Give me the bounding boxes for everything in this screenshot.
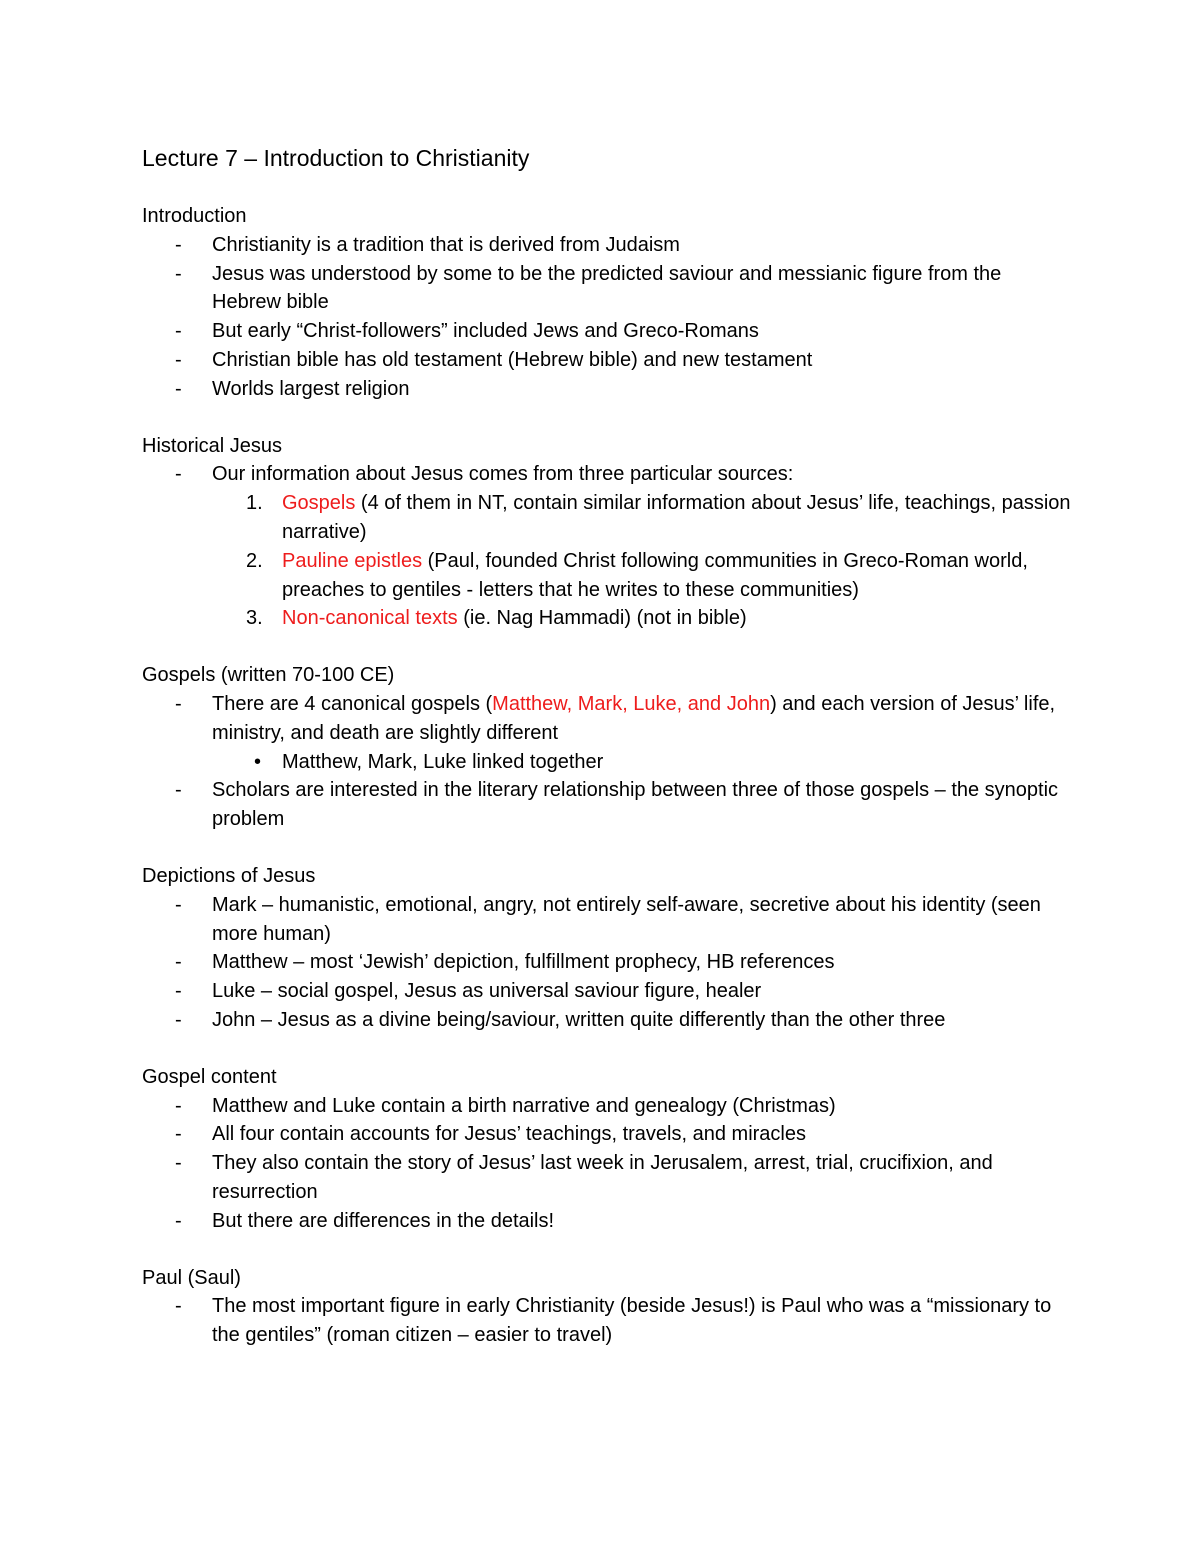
dash-marker: -: [175, 951, 182, 974]
highlighted-term: Gospels: [282, 492, 356, 515]
item-text: (Paul, founded Christ following communities in Greco-Roman world, preaches to gentiles - letters that he writes to these communities): [282, 549, 1028, 601]
highlighted-term: Pauline epistles: [282, 549, 423, 572]
item-text: They also contain the story of Jesus’ last week in Jerusalem, arrest, trial, crucifixion, and resurrection: [212, 1152, 993, 1203]
section-heading: Gospel content: [142, 1065, 277, 1088]
bullet-marker: •: [254, 750, 262, 773]
dash-marker: -: [175, 692, 182, 715]
item-text: Matthew, Mark, Luke linked together: [282, 750, 604, 773]
bullet-list: [142, 1292, 1072, 1350]
list-item: [142, 948, 1072, 977]
item-text: Jesus was understood by some to be the predicted saviour and messianic figure from the Hebrew bible: [212, 262, 1002, 314]
section-heading: Historical Jesus: [142, 434, 283, 457]
item-text: Our information about Jesus comes from three particular sources:: [212, 463, 794, 486]
item-text: Worlds largest religion: [212, 377, 410, 400]
list-item: [142, 375, 1072, 404]
item-text: Matthew and Luke contain a birth narrative and genealogy (Christmas): [212, 1094, 836, 1117]
dash-marker: -: [175, 1123, 182, 1146]
number-marker: 3.: [246, 607, 263, 630]
dash-marker: -: [175, 1209, 182, 1232]
bullet-list: [142, 1092, 1072, 1236]
bullet-list: [142, 231, 1072, 404]
list-item: [142, 1006, 1072, 1035]
list-item: [142, 1292, 1072, 1350]
dash-marker: -: [175, 320, 182, 343]
list-item: [142, 1092, 1072, 1121]
dash-marker: -: [175, 1152, 182, 1175]
section-depictions: [142, 862, 1072, 1035]
item-text: (ie. Nag Hammadi) (not in bible): [457, 607, 747, 630]
numbered-item: [142, 547, 1072, 605]
dash-marker: -: [175, 262, 182, 285]
numbered-item: [142, 604, 1072, 633]
section-heading: Gospels (written 70-100 CE): [142, 664, 395, 687]
list-item: [142, 317, 1072, 346]
list-item: [142, 977, 1072, 1006]
list-item: [142, 1207, 1072, 1236]
numbered-item: [142, 489, 1072, 547]
item-text: Luke – social gospel, Jesus as universal saviour figure, healer: [212, 980, 762, 1003]
item-text: Mark – humanistic, emotional, angry, not entirely self-aware, secretive about his identity (seen more human): [212, 893, 1041, 945]
list-item: [142, 891, 1072, 949]
list-item: [142, 260, 1072, 318]
list-item: [142, 1149, 1072, 1207]
item-text: But there are differences in the details!: [212, 1209, 555, 1232]
sub-bullet-item: [142, 748, 1072, 777]
list-item: [142, 460, 1072, 489]
section-paul: [142, 1264, 1072, 1350]
highlighted-term: Non-canonical texts: [282, 607, 458, 630]
item-text: Matthew – most ‘Jewish’ depiction, fulfillment prophecy, HB references: [212, 951, 835, 974]
item-text: Christianity is a tradition that is derived from Judaism: [212, 233, 680, 256]
list-item: [142, 690, 1072, 748]
page-title: Lecture 7 – Introduction to Christianity: [142, 145, 530, 171]
section-gospels: [142, 661, 1072, 834]
dash-marker: -: [175, 463, 182, 486]
list-item: [142, 346, 1072, 375]
dash-marker: -: [175, 1295, 182, 1318]
number-marker: 2.: [246, 549, 263, 572]
item-text: Christian bible has old testament (Hebrew bible) and new testament: [212, 348, 813, 371]
item-text: But early “Christ-followers” included Jews and Greco-Romans: [212, 320, 759, 343]
dash-marker: -: [175, 1094, 182, 1117]
item-text: There are 4 canonical gospels (: [212, 692, 493, 715]
dash-marker: -: [175, 348, 182, 371]
highlighted-term: Matthew, Mark, Luke, and John: [492, 692, 771, 715]
section-introduction: [142, 202, 1072, 404]
bullet-list: [142, 460, 1072, 633]
dash-marker: -: [175, 233, 182, 256]
item-text: (4 of them in NT, contain similar information about Jesus’ life, teachings, passion narrative): [282, 492, 1071, 543]
number-marker: 1.: [246, 492, 263, 515]
list-item: [142, 1120, 1072, 1149]
item-text: The most important figure in early Christianity (beside Jesus!) is Paul who was a “missionary to the gentiles” (roman citizen – easier to travel): [212, 1295, 1052, 1347]
item-text: All four contain accounts for Jesus’ teachings, travels, and miracles: [212, 1123, 806, 1146]
section-heading: Introduction: [142, 205, 247, 227]
list-item: [142, 776, 1072, 834]
list-item: [142, 231, 1072, 260]
bullet-list: [142, 891, 1072, 1035]
dash-marker: -: [175, 377, 182, 400]
document-page: [142, 142, 1072, 1378]
dash-marker: -: [175, 980, 182, 1003]
dash-marker: -: [175, 779, 182, 802]
section-heading: Depictions of Jesus: [142, 864, 316, 887]
item-text: Scholars are interested in the literary relationship between three of those gospels – the synoptic problem: [212, 779, 1059, 831]
dash-marker: -: [175, 893, 182, 916]
item-text: ) and each version of Jesus’ life, ministry, and death are slightly different: [212, 692, 1056, 744]
section-historical-jesus: [142, 432, 1072, 634]
dash-marker: -: [175, 1008, 182, 1031]
section-heading: Paul (Saul): [142, 1266, 241, 1289]
section-gospel-content: [142, 1063, 1072, 1236]
bullet-list: [142, 690, 1072, 834]
item-text: John – Jesus as a divine being/saviour, written quite differently than the other three: [212, 1008, 946, 1031]
